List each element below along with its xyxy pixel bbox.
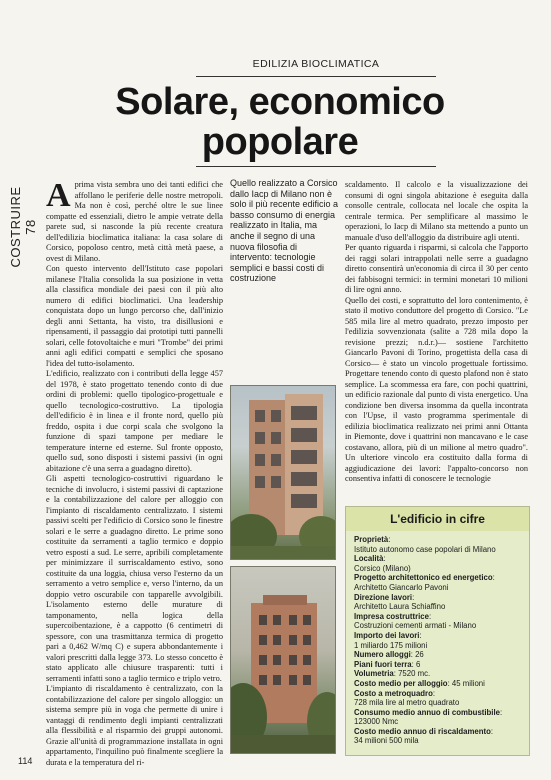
- fact-row: Importo dei lavori:: [354, 630, 422, 640]
- fact-label: Volumetria: [354, 669, 394, 679]
- building-photo-west: [230, 566, 336, 754]
- fact-row: Proprietà:: [354, 535, 391, 544]
- article-title: [60, 82, 500, 162]
- page-number: 114: [18, 756, 33, 766]
- fact-row: Piani fuori terra: 6: [354, 659, 421, 669]
- fact-label: Importo dei lavori: [354, 630, 420, 640]
- paragraph: L'impianto di riscaldamento è centralizzato, con la contabilizzazione del calore per singolo alloggio: un sistema sempre più in voga che permette di unire i vantaggi di rendimento degli impianti centralizzati alla flessibilità e al risparmio dei gruppi autonomi. Grazie all'unità di programmazione installata in ogni appartamento, l'inquilino può finalmente scegliere la durata e la temperatura del ri-: [46, 684, 223, 767]
- fact-value: 7520 mc.: [398, 669, 431, 679]
- paragraph: Gli aspetti tecnologico-costruttivi riguardano le tecniche di involucro, i sistemi passivi di captazione e la contabilizzazione del calore per alloggio con l'impianto di riscaldamento centralizzato. I sistemi passivi scelti per l'edificio di Corsico sono le finestre solari e le serre a guadagno diretto. Le prime sono costituite da serramenti a taglio termico e doppio vetro esposti a sud. Le serre, apribili completamente per minimizzare il surriscaldamento estivo, sono costituite da una loggia, chiusa verso l'esterno da un serramento a vetro semplice e, verso l'interno, da un doppio vetro oscurabile con tapparelle avvolgibili. L'isolamento esterno delle murature di tamponamento, nella logica della supercoibentazione, è a cappotto (6 centimetri di spessore, con una trasmittanza termica di progetto pari a 0,462 W/mq C) e supera abbondantemente i valori prescritti dalla legge 373. Lo stesso concetto è stato applicato alle chiusure trasparenti: tutti i serramenti infatti sono a taglio termico e triplo vetro.: [46, 474, 223, 683]
- facts-list: [346, 531, 529, 746]
- fact-value: 1 miliardo 175 milioni: [354, 640, 428, 650]
- fact-row: Costo medio per alloggio: 45 milioni: [354, 678, 485, 688]
- fact-row: Località:: [354, 554, 386, 564]
- fact-row: Numero alloggi: 26: [354, 650, 424, 660]
- paragraph: L'edificio, realizzato con i contributi della legge 457 del 1978, è stato progettato tenendo conto di due ordini di problemi: quello tipologico-progettuale e quello tecnologico-costruttivo. La tipologia dell'edificio è in linea e il fronte nord, quello più freddo, ospita i due corpi scala che svolgono la funzione di spazi tampone per mediare le temperature interne ed esterne. Sul fronte opposto, quello sud, sono disposti i sistemi passivi (in ogni abitazione c'è una serra a guadagno diretto).: [46, 369, 223, 473]
- section-rubric: EDILIZIA BIOCLIMATICA: [252, 58, 380, 70]
- fact-value: 34 milioni 500 mila: [354, 736, 419, 746]
- fact-label: Impresa costruttrice: [354, 611, 429, 621]
- magazine-name: COSTRUIRE 78: [8, 186, 38, 268]
- fact-label: Piani fuori terra: [354, 659, 412, 669]
- paragraph: scaldamento. Il calcolo e la visualizzazione dei consumi di ogni singola abitazione è eseguita dalla consolle centrale, collocata nel locale che ospita la centrale termica. Per semplificare al massimo le operazioni, lo Iacp di Milano sta mettendo a punto un manuale d'uso dell'alloggio da distribuire agli utenti.: [345, 180, 528, 242]
- paragraph: Con questo intervento dell'Istituto case popolari milanese l'Italia consolida la sua posizione in vetta alla classifica mondiale dei paesi con il più alto numero di edifici bioclimatici. Una leadership conquistata dopo un lungo percorso che, dall'inizio degli anni Settanta, ha visto, tra disillusioni e ripensamenti, il passaggio dai prototipi tutti pannelli solari, celle fotovoltaiche e muri "Trombe" dei primi anni agli edifici compatti e semplici che sposano l'idea del tutto-isolamento.: [46, 264, 223, 368]
- building-illustration-2: [231, 567, 336, 754]
- fact-value: 6: [415, 659, 421, 669]
- fact-label: Proprietà: [354, 535, 389, 544]
- fact-value: 728 mila lire al metro quadrato: [354, 698, 460, 708]
- fact-value: Costruzioni cementi armati - Milano: [354, 621, 477, 631]
- fact-value: 26: [415, 650, 424, 660]
- building-photo-south: [230, 385, 336, 560]
- fact-value: Architetto Giancarlo Pavoni: [354, 582, 449, 592]
- fact-label: Località: [354, 554, 384, 564]
- pull-quote: Quello realizzato a Corsico dallo Iacp di Milano non è solo il più recente edificio a basso consumo di energia realizzato in Italia, ma anche il segno di una nuova filosofia di intervento: tecnologie semplici e bassi costi di costruzione: [230, 178, 339, 284]
- left-column: [46, 180, 223, 770]
- title-line-1: Solare, economico: [115, 81, 445, 123]
- facts-box: [345, 506, 530, 756]
- fact-row: Costo a metroquadro:: [354, 688, 436, 698]
- fact-value: 45 milioni: [451, 678, 485, 688]
- fact-row: Progetto architettonico ed energetico:: [354, 573, 495, 583]
- fact-value: 123000 Nmc: [354, 717, 399, 727]
- facts-box-title: L'edificio in cifre: [346, 507, 529, 531]
- fact-value: Corsico (Milano): [354, 563, 411, 573]
- divider-bottom: [196, 166, 436, 167]
- fact-row: Volumetria: 7520 mc.: [354, 669, 431, 679]
- fact-label: Costo a metroquadro: [354, 688, 433, 698]
- fact-label: Direzione lavori: [354, 592, 413, 602]
- fact-row: Impresa costruttrice:: [354, 611, 432, 621]
- fact-row: Direzione lavori:: [354, 592, 415, 602]
- fact-value: Architetto Laura Schiaffino: [354, 602, 446, 612]
- fact-label: Progetto architettonico ed energetico: [354, 573, 493, 583]
- fact-label: Numero alloggi: [354, 650, 411, 660]
- paragraph: Per quanto riguarda i risparmi, si calcola che l'apporto dei raggi solari intrappolati nelle serre a guadagno diretto consentirà un'economia di circa il 30 per cento dei fabbisogni termici: in termini monetari 10 milioni di lire ogni anno.: [345, 243, 528, 294]
- paragraph: Quello dei costi, e soprattutto del loro contenimento, è stato il motivo conduttore del progetto di Corsico. "Le 585 mila lire al metro quadrato, prezzo imposto per l'edilizia sovvenzionata (salite a 728 mila dopo la revisione prezzi; n.d.r.)— sostiene l'architetto Giancarlo Pavoni di Torino, progettista della casa di Corsico— è stato un vincolo progettuale fortissimo. Progettare tenendo conto di questo plafond non è stato semplice. La scommessa era fare, con pochi quattrini, un edificio razionale dal punto di vista energetico. Una condizione ben diversa insomma da quella incontrata con l'Upse, il vasto programma sperimentale di edilizia bioclimatica realizzato nei primi anni Ottanta in Piemonte, dove i quattrini non mancavano e le case costavano, allora, più di un milione al metro quadro". Un ulteriore vincolo era costituito dalla forma di aggiudicazione dei lavori: l'appalto-concorso non consentiva infatti di conoscere le tecnologie: [345, 295, 528, 483]
- fact-label: Consumo medio annuo di combustibile: [354, 707, 500, 717]
- fact-row: Costo medio annuo di riscaldamento:: [354, 726, 494, 736]
- building-illustration-1: [231, 386, 336, 560]
- right-column: [345, 180, 528, 498]
- title-line-2: popolare: [201, 121, 359, 163]
- paragraph: prima vista sembra uno dei tanti edifici che affollano le periferie delle nostre metropoli. Ma non è così, perché oltre le sue linee compatte ed essenziali, dietro le ampie vetrate della parete sud, si nasconde la più recente creatura dell'edilizia bioclimatica italiana: la casa solare di Corsico, popoloso centro, metà città metà paese, a ovest di Milano.: [46, 180, 223, 263]
- dropcap-letter: A: [46, 180, 71, 214]
- fact-label: Costo medio per alloggio: [354, 678, 448, 688]
- magazine-side-label: [8, 180, 38, 268]
- fact-label: Costo medio annuo di riscaldamento: [354, 726, 491, 736]
- fact-row: Consumo medio annuo di combustibile: 123000 Nmc: [354, 707, 503, 727]
- fact-value: Istituto autonomo case popolari di Milano: [354, 544, 496, 554]
- divider-top: [196, 76, 436, 77]
